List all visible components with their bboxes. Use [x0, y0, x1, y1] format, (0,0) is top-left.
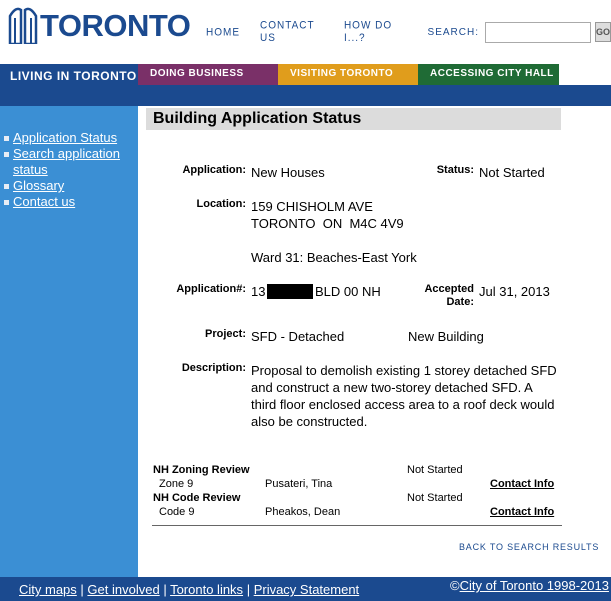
sidebar-item-application-status[interactable]	[0, 130, 138, 146]
bullet-icon	[4, 184, 9, 189]
site-footer	[0, 577, 611, 601]
project-value: SFD - Detached	[251, 329, 345, 344]
review-title: NH Zoning Review	[153, 464, 250, 476]
description-line: Proposal to demolish existing 1 storey detached SFD	[251, 363, 557, 378]
location-line1: 159 CHISHOLM AVE	[251, 199, 373, 214]
review-sub: Zone 9	[159, 478, 194, 490]
application-number-suffix: BLD 00 NH	[315, 284, 381, 299]
footer-links	[19, 582, 359, 597]
separator: |	[163, 582, 171, 597]
application-label: Application:	[182, 164, 246, 176]
city-hall-logo-icon	[8, 4, 38, 44]
project-label: Project:	[205, 328, 246, 340]
nav-contact-us[interactable]: CONTACT US	[260, 19, 315, 45]
sidebar	[0, 106, 138, 577]
tab-visiting-toronto[interactable]: VISITING TORONTO	[278, 64, 418, 85]
top-navigation	[206, 21, 611, 43]
accepted-label-line2: Date:	[446, 296, 474, 308]
sidebar-item-label[interactable]: Glossary	[13, 178, 65, 193]
sidebar-item-search-application-status[interactable]	[0, 146, 138, 178]
accepted-date-value: Jul 31, 2013	[479, 284, 550, 299]
description-line: third floor enclosed access area to a roof deck would	[251, 397, 555, 412]
location-label: Location:	[196, 198, 246, 210]
page-title: Building Application Status	[146, 108, 561, 130]
location-line2: TORONTO ON M4C 4V9	[251, 216, 404, 231]
review-sub: Code 9	[159, 506, 195, 518]
logo-text: TORONTO	[40, 8, 191, 43]
redacted-block	[267, 284, 313, 299]
tabs-row	[138, 64, 559, 85]
sidebar-item-glossary[interactable]	[0, 178, 138, 194]
footer-link-get-involved[interactable]: Get involved	[87, 582, 160, 597]
nav-home[interactable]: HOME	[206, 25, 240, 39]
copyright-link[interactable]: City of Toronto 1998-2013	[459, 578, 609, 593]
sidebar-item-label[interactable]: Contact us	[13, 194, 76, 209]
review-status: Not Started	[407, 492, 463, 504]
review-status: Not Started	[407, 464, 463, 476]
application-number-prefix: 13	[251, 284, 266, 299]
contact-info-link[interactable]: Contact Info	[490, 478, 555, 490]
site-header	[0, 0, 611, 64]
search-input[interactable]	[485, 22, 591, 43]
tabs-right	[138, 64, 611, 106]
copyright	[450, 578, 609, 593]
application-number-label: Application#:	[176, 283, 246, 295]
sidebar-item-label[interactable]: Application Status	[13, 130, 118, 145]
search-go-button[interactable]: GO	[595, 22, 611, 42]
tab-living-in-toronto[interactable]: LIVING IN TORONTO	[0, 64, 138, 106]
description-line: also be constructed.	[251, 414, 368, 429]
toronto-logo[interactable]	[8, 2, 190, 44]
bullet-icon	[4, 136, 9, 141]
nav-how-do-i[interactable]: HOW DO I...?	[343, 19, 393, 45]
tab-doing-business[interactable]: DOING BUSINESS	[138, 64, 278, 85]
accepted-date-label	[408, 283, 474, 309]
review-person: Pheakos, Dean	[265, 506, 341, 518]
copyright-symbol: ©	[450, 578, 460, 593]
separator: |	[80, 582, 88, 597]
footer-link-city-maps[interactable]: City maps	[19, 582, 77, 597]
contact-info-link[interactable]: Contact Info	[490, 506, 555, 518]
tabs-blue-strip	[138, 85, 611, 106]
back-to-search-results-link[interactable]: BACK TO SEARCH RESULTS	[459, 541, 600, 553]
divider	[152, 525, 562, 526]
review-person: Pusateri, Tina	[265, 478, 333, 490]
section-tabs	[0, 64, 611, 106]
review-title: NH Code Review	[153, 492, 241, 504]
ward: Ward 31: Beaches-East York	[251, 250, 417, 265]
accepted-label-line1: Accepted	[424, 283, 474, 295]
description-label: Description:	[181, 362, 246, 374]
application-value: New Houses	[251, 165, 325, 180]
sidebar-item-contact-us[interactable]	[0, 194, 138, 210]
search-label: SEARCH:	[427, 26, 479, 38]
tab-accessing-city-hall[interactable]: ACCESSING CITY HALL	[418, 64, 559, 85]
separator: |	[246, 582, 254, 597]
footer-link-toronto-links[interactable]: Toronto links	[170, 582, 244, 597]
footer-link-privacy-statement[interactable]: Privacy Statement	[253, 582, 360, 597]
bullet-icon	[4, 200, 9, 205]
status-label: Status:	[436, 164, 474, 176]
sidebar-item-label[interactable]: Search application status	[13, 146, 120, 177]
bullet-icon	[4, 152, 9, 157]
main-content	[138, 106, 611, 577]
project-value-2: New Building	[408, 329, 484, 344]
description-line: and construct a new two-storey detached SFD. A	[251, 380, 533, 395]
status-value: Not Started	[479, 165, 545, 180]
